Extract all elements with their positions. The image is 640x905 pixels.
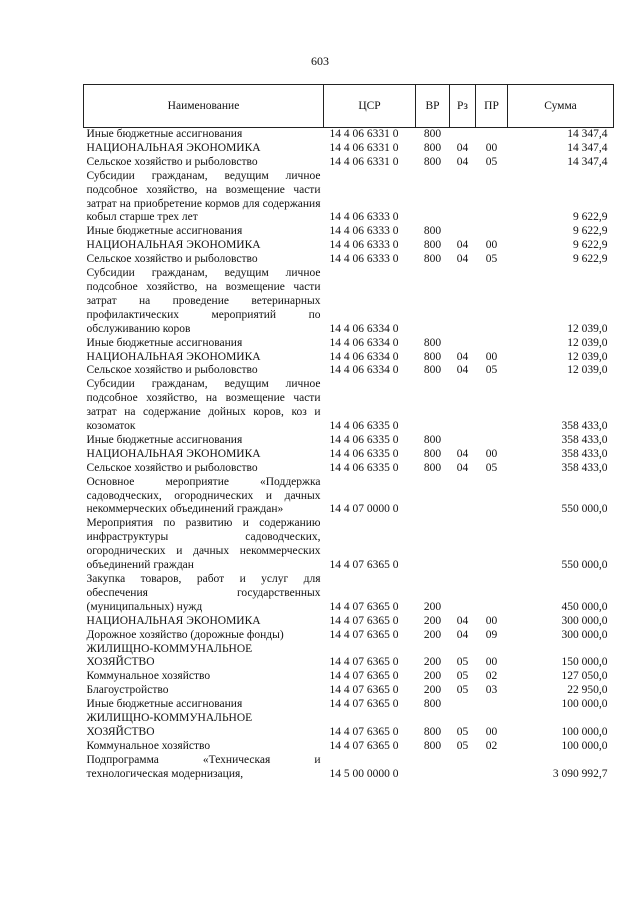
table-body bbox=[84, 128, 614, 782]
row-pr: 00 bbox=[485, 447, 498, 460]
row-rz: 05 bbox=[456, 670, 469, 683]
row-vr: 800 bbox=[423, 725, 442, 738]
row-vr: 800 bbox=[423, 433, 442, 446]
row-csr: 14 4 07 6365 0 bbox=[329, 628, 399, 641]
budget-table bbox=[83, 84, 614, 782]
row-vr bbox=[416, 517, 450, 573]
row-name: НАЦИОНАЛЬНАЯ ЭКОНОМИКА bbox=[86, 239, 261, 252]
row-rz bbox=[450, 337, 476, 351]
row-pr bbox=[476, 698, 508, 712]
row-name: Сельское хозяйство и рыболовство bbox=[86, 155, 258, 168]
row-sum: 450 000,0 bbox=[561, 600, 608, 613]
header-sum: Сумма bbox=[508, 85, 614, 128]
table-row bbox=[84, 615, 614, 629]
row-csr: 14 4 06 6333 0 bbox=[329, 225, 399, 238]
table-row bbox=[84, 170, 614, 226]
row-sum: 550 000,0 bbox=[561, 503, 608, 516]
row-vr: 800 bbox=[423, 155, 442, 168]
row-csr: 14 4 06 6334 0 bbox=[329, 350, 399, 363]
row-csr: 14 4 07 6365 0 bbox=[329, 725, 399, 738]
row-rz: 05 bbox=[456, 739, 469, 752]
row-pr bbox=[476, 128, 508, 142]
row-pr bbox=[476, 573, 508, 615]
row-csr: 14 4 06 6334 0 bbox=[329, 364, 399, 377]
row-csr: 14 4 06 6335 0 bbox=[329, 420, 399, 433]
table-row bbox=[84, 128, 614, 142]
row-pr: 09 bbox=[485, 628, 498, 641]
table-row bbox=[84, 629, 614, 643]
row-pr: 02 bbox=[485, 739, 498, 752]
row-sum: 358 433,0 bbox=[561, 433, 608, 446]
row-pr bbox=[476, 170, 508, 226]
row-sum: 9 622,9 bbox=[573, 253, 608, 266]
row-csr: 14 4 06 6333 0 bbox=[329, 211, 399, 224]
row-csr: 14 4 07 6365 0 bbox=[329, 559, 399, 572]
row-vr: 800 bbox=[423, 336, 442, 349]
row-csr: 14 4 06 6334 0 bbox=[329, 322, 399, 335]
row-pr: 00 bbox=[485, 614, 498, 627]
row-vr: 800 bbox=[423, 225, 442, 238]
row-vr: 800 bbox=[423, 364, 442, 377]
row-vr: 800 bbox=[423, 253, 442, 266]
row-sum: 14 347,4 bbox=[567, 155, 608, 168]
row-vr: 800 bbox=[423, 350, 442, 363]
row-csr: 14 4 07 6365 0 bbox=[329, 600, 399, 613]
row-pr: 03 bbox=[485, 684, 498, 697]
table-header bbox=[84, 85, 614, 128]
row-sum: 9 622,9 bbox=[573, 225, 608, 238]
row-rz bbox=[450, 128, 476, 142]
row-vr: 800 bbox=[423, 461, 442, 474]
table-row bbox=[84, 698, 614, 712]
row-vr: 800 bbox=[423, 141, 442, 154]
row-vr bbox=[416, 267, 450, 337]
row-sum: 127 050,0 bbox=[561, 670, 608, 683]
row-pr: 05 bbox=[485, 364, 498, 377]
row-rz bbox=[450, 267, 476, 337]
row-rz: 04 bbox=[456, 614, 469, 627]
row-name: Основное мероприятие «Поддержка садоводческих, огороднических и дачных некоммерческих объединений граждан» bbox=[86, 475, 321, 516]
table-row bbox=[84, 740, 614, 754]
row-pr bbox=[476, 754, 508, 782]
row-sum: 12 039,0 bbox=[567, 364, 608, 377]
row-csr: 14 4 06 6331 0 bbox=[329, 155, 399, 168]
row-csr: 14 4 06 6333 0 bbox=[329, 239, 399, 252]
row-rz: 04 bbox=[456, 364, 469, 377]
row-rz: 04 bbox=[456, 461, 469, 474]
row-name: Дорожное хозяйство (дорожные фонды) bbox=[86, 628, 284, 641]
row-name: Коммунальное хозяйство bbox=[86, 670, 211, 683]
table-row bbox=[84, 670, 614, 684]
row-pr: 00 bbox=[485, 141, 498, 154]
row-sum: 300 000,0 bbox=[561, 628, 608, 641]
row-vr: 800 bbox=[423, 698, 442, 711]
table-row bbox=[84, 239, 614, 253]
row-pr bbox=[476, 225, 508, 239]
row-csr: 14 4 06 6333 0 bbox=[329, 253, 399, 266]
row-csr: 14 4 07 6365 0 bbox=[329, 684, 399, 697]
row-rz: 04 bbox=[456, 447, 469, 460]
table-row bbox=[84, 754, 614, 782]
row-pr: 00 bbox=[485, 239, 498, 252]
row-rz bbox=[450, 698, 476, 712]
row-rz: 04 bbox=[456, 155, 469, 168]
row-rz bbox=[450, 476, 476, 518]
row-sum: 550 000,0 bbox=[561, 559, 608, 572]
row-name: Коммунальное хозяйство bbox=[86, 739, 211, 752]
row-sum: 12 039,0 bbox=[567, 322, 608, 335]
table-row bbox=[84, 476, 614, 518]
row-name: Благоустройство bbox=[86, 684, 169, 697]
row-vr: 200 bbox=[423, 670, 442, 683]
row-name: Субсидии гражданам, ведущим личное подсобное хозяйство, на возмещение части затрат на содержание дойных коров, коз и козоматок bbox=[86, 378, 321, 433]
row-rz: 04 bbox=[456, 141, 469, 154]
row-name: ЖИЛИЩНО-КОММУНАЛЬНОЕ ХОЗЯЙСТВО bbox=[86, 712, 253, 738]
row-vr bbox=[416, 476, 450, 518]
row-pr bbox=[476, 378, 508, 434]
row-sum: 358 433,0 bbox=[561, 461, 608, 474]
row-vr: 800 bbox=[423, 739, 442, 752]
row-rz: 05 bbox=[456, 656, 469, 669]
row-sum: 9 622,9 bbox=[573, 239, 608, 252]
header-rz: Рз bbox=[450, 85, 476, 128]
row-pr: 05 bbox=[485, 253, 498, 266]
row-name: НАЦИОНАЛЬНАЯ ЭКОНОМИКА bbox=[86, 447, 261, 460]
table-row bbox=[84, 225, 614, 239]
row-pr bbox=[476, 337, 508, 351]
row-csr: 14 4 07 6365 0 bbox=[329, 698, 399, 711]
row-name: Иные бюджетные ассигнования bbox=[86, 433, 243, 446]
row-vr: 200 bbox=[423, 600, 442, 613]
row-rz: 05 bbox=[456, 684, 469, 697]
table-row bbox=[84, 337, 614, 351]
row-pr: 05 bbox=[485, 155, 498, 168]
row-csr: 14 5 00 0000 0 bbox=[329, 767, 399, 780]
row-name: Иные бюджетные ассигнования bbox=[86, 336, 243, 349]
row-name: НАЦИОНАЛЬНАЯ ЭКОНОМИКА bbox=[86, 141, 261, 154]
row-vr: 800 bbox=[423, 239, 442, 252]
table-row bbox=[84, 156, 614, 170]
table-row bbox=[84, 573, 614, 615]
row-csr: 14 4 07 6365 0 bbox=[329, 739, 399, 752]
row-rz: 04 bbox=[456, 253, 469, 266]
row-sum: 12 039,0 bbox=[567, 350, 608, 363]
row-vr: 200 bbox=[423, 656, 442, 669]
row-csr: 14 4 07 6365 0 bbox=[329, 656, 399, 669]
table-row bbox=[84, 364, 614, 378]
row-sum: 300 000,0 bbox=[561, 614, 608, 627]
row-sum: 14 347,4 bbox=[567, 141, 608, 154]
row-sum: 14 347,4 bbox=[567, 128, 608, 140]
table-row bbox=[84, 462, 614, 476]
table-row bbox=[84, 267, 614, 337]
row-name: ЖИЛИЩНО-КОММУНАЛЬНОЕ ХОЗЯЙСТВО bbox=[86, 642, 253, 669]
row-rz bbox=[450, 573, 476, 615]
row-name: Иные бюджетные ассигнования bbox=[86, 128, 243, 140]
row-pr: 00 bbox=[485, 725, 498, 738]
row-rz bbox=[450, 754, 476, 782]
row-name: Закупка товаров, работ и услуг для обеспечения государственных (муниципальных) нужд bbox=[86, 573, 321, 613]
header-vr: ВР bbox=[416, 85, 450, 128]
row-csr: 14 4 06 6335 0 bbox=[329, 447, 399, 460]
row-sum: 358 433,0 bbox=[561, 447, 608, 460]
row-sum: 100 000,0 bbox=[561, 725, 608, 738]
row-pr: 02 bbox=[485, 670, 498, 683]
header-name: Наименование bbox=[84, 85, 324, 128]
row-vr: 200 bbox=[423, 614, 442, 627]
row-name: НАЦИОНАЛЬНАЯ ЭКОНОМИКА bbox=[86, 614, 261, 627]
row-name: Сельское хозяйство и рыболовство bbox=[86, 253, 258, 266]
row-csr: 14 4 07 6365 0 bbox=[329, 670, 399, 683]
row-vr: 800 bbox=[423, 128, 442, 140]
row-pr: 00 bbox=[485, 350, 498, 363]
row-pr: 00 bbox=[485, 656, 498, 669]
row-name: Иные бюджетные ассигнования bbox=[86, 698, 243, 711]
row-rz: 04 bbox=[456, 350, 469, 363]
row-csr: 14 4 06 6334 0 bbox=[329, 336, 399, 349]
row-csr: 14 4 07 6365 0 bbox=[329, 614, 399, 627]
table-row bbox=[84, 253, 614, 267]
table-row bbox=[84, 351, 614, 365]
row-vr: 200 bbox=[423, 684, 442, 697]
table-row bbox=[84, 448, 614, 462]
table-row bbox=[84, 378, 614, 434]
row-vr bbox=[416, 378, 450, 434]
table-row bbox=[84, 517, 614, 573]
row-pr bbox=[476, 267, 508, 337]
table-row bbox=[84, 712, 614, 740]
header-csr: ЦСР bbox=[324, 85, 416, 128]
row-name: Сельское хозяйство и рыболовство bbox=[86, 461, 258, 474]
header-pr: ПР bbox=[476, 85, 508, 128]
row-csr: 14 4 06 6335 0 bbox=[329, 461, 399, 474]
row-rz bbox=[450, 434, 476, 448]
row-rz bbox=[450, 378, 476, 434]
table-row bbox=[84, 434, 614, 448]
page-number: 603 bbox=[311, 54, 329, 68]
row-csr: 14 4 07 0000 0 bbox=[329, 503, 399, 516]
row-rz: 04 bbox=[456, 239, 469, 252]
table-row bbox=[84, 643, 614, 671]
row-rz: 05 bbox=[456, 725, 469, 738]
row-name: Иные бюджетные ассигнования bbox=[86, 225, 243, 238]
row-pr bbox=[476, 476, 508, 518]
table-row bbox=[84, 142, 614, 156]
row-vr: 800 bbox=[423, 447, 442, 460]
row-rz bbox=[450, 517, 476, 573]
row-pr: 05 bbox=[485, 461, 498, 474]
row-sum: 3 090 992,7 bbox=[552, 767, 608, 780]
row-pr bbox=[476, 434, 508, 448]
row-name: Сельское хозяйство и рыболовство bbox=[86, 364, 258, 377]
row-pr bbox=[476, 517, 508, 573]
table-row bbox=[84, 684, 614, 698]
row-sum: 358 433,0 bbox=[561, 420, 608, 433]
row-rz: 04 bbox=[456, 628, 469, 641]
row-rz bbox=[450, 170, 476, 226]
row-name: Мероприятия по развитию и содержанию инфраструктуры садоводческих, огороднических и дачных некоммерческих объединений граждан bbox=[86, 517, 321, 572]
row-name: НАЦИОНАЛЬНАЯ ЭКОНОМИКА bbox=[86, 350, 261, 363]
row-sum: 12 039,0 bbox=[567, 336, 608, 349]
row-sum: 100 000,0 bbox=[561, 698, 608, 711]
row-rz bbox=[450, 225, 476, 239]
row-vr: 200 bbox=[423, 628, 442, 641]
row-vr bbox=[416, 170, 450, 226]
row-name: Субсидии гражданам, ведущим личное подсобное хозяйство, на возмещение части затрат на проведение ветеринарных профилактических мероприятий по обслуживанию коров bbox=[86, 267, 321, 335]
row-name: Субсидии гражданам, ведущим личное подсобное хозяйство, на возмещение части затрат на приобретение кормов для содержания кобыл старше трех лет bbox=[86, 169, 321, 224]
row-csr: 14 4 06 6331 0 bbox=[329, 128, 399, 140]
row-vr bbox=[416, 754, 450, 782]
row-sum: 150 000,0 bbox=[561, 656, 608, 669]
row-csr: 14 4 06 6331 0 bbox=[329, 141, 399, 154]
row-name: Подпрограмма «Техническая и технологическая модернизация, bbox=[86, 753, 321, 780]
row-sum: 22 950,0 bbox=[567, 684, 608, 697]
row-sum: 9 622,9 bbox=[573, 211, 608, 224]
row-csr: 14 4 06 6335 0 bbox=[329, 433, 399, 446]
row-sum: 100 000,0 bbox=[561, 739, 608, 752]
